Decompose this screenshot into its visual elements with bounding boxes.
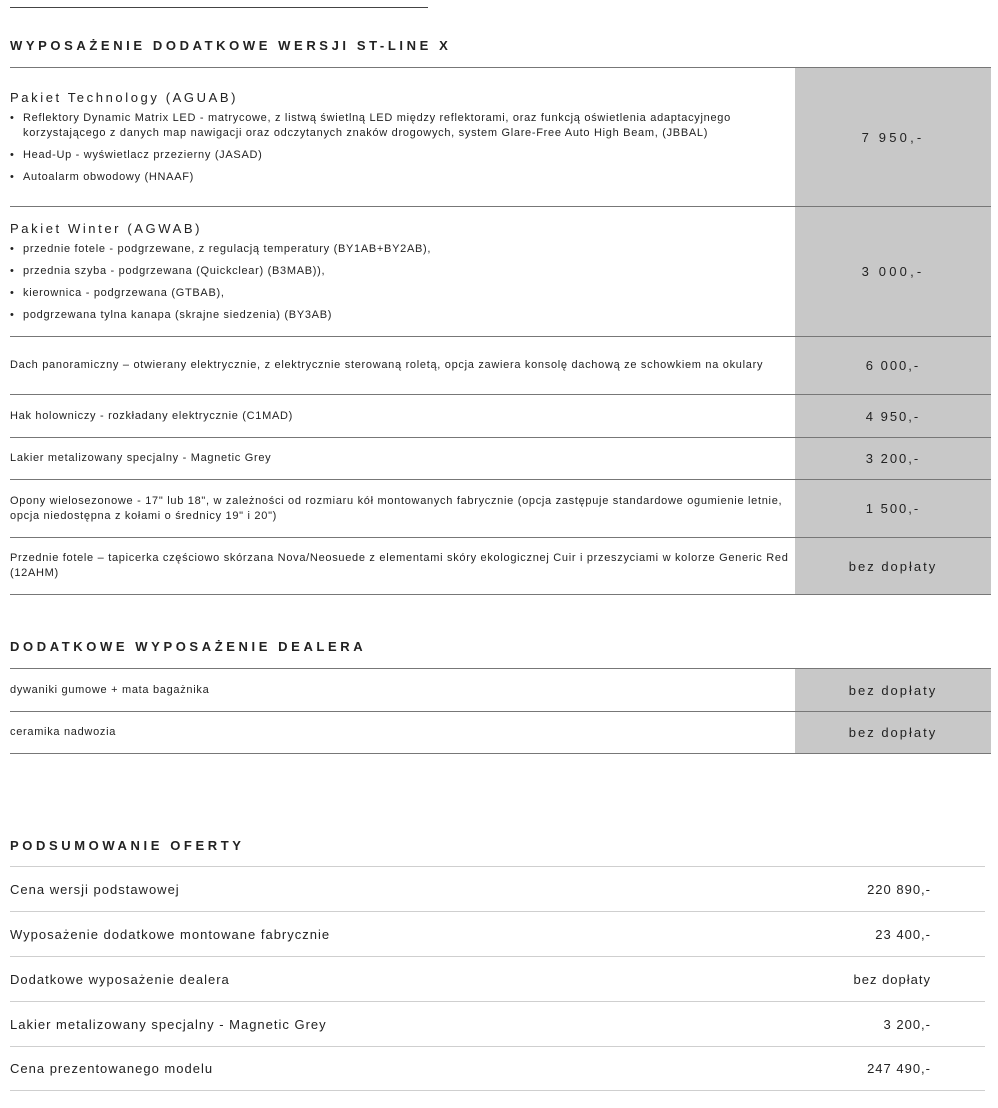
summary-label: Dodatkowe wyposażenie dealera (10, 971, 230, 987)
option-description: ceramika nadwozia (10, 726, 117, 738)
table-row (10, 538, 991, 595)
option-price: 4 950,- (795, 395, 991, 438)
summary-row (10, 1001, 985, 1046)
summary-row (10, 911, 985, 956)
package-name: Pakiet Winter (AGWAB) (10, 220, 203, 236)
summary-value: 220 890,- (867, 881, 931, 897)
package-name: Pakiet Technology (AGUAB) (10, 89, 239, 105)
option-description: Lakier metalizowany specjalny - Magnetic Grey (10, 452, 272, 464)
table-row (10, 712, 991, 754)
summary-row (10, 866, 985, 911)
table-row (10, 207, 991, 337)
table-row (10, 480, 991, 538)
list-item: • Head-Up - wyświetlacz przezierny (JASAD) (10, 148, 789, 163)
table-row (10, 337, 991, 395)
option-price: bez dopłaty (795, 538, 991, 595)
list-item: • przednie fotele - podgrzewane, z regulacją temperatury (BY1AB+BY2AB), (10, 242, 789, 257)
option-description: Przednie fotele – tapicerka częściowo skórzana Nova/Neosuede z elementami skóry ekologicznej Cuir i przeszyciami w kolorze Generic Red (12AHM) (10, 552, 789, 579)
summary-label: Wyposażenie dodatkowe montowane fabrycznie (10, 926, 331, 942)
dealer-options-table (10, 668, 991, 754)
option-price: 1 500,- (795, 480, 991, 538)
factory-section-title: WYPOSAŻENIE DODATKOWE WERSJI ST-LINE X (10, 38, 452, 53)
list-item: • podgrzewana tylna kanapa (skrajne siedzenia) (BY3AB) (10, 308, 789, 323)
list-item: • Reflektory Dynamic Matrix LED - matrycowe, z listwą świetlną LED między reflektorami, oraz funkcją oświetlenia adaptacyjnego korzystającego z danych map nawigacji oraz odczytanych znaków drogowych, system Glare-Free Auto High Beam, (JBBAL) (10, 111, 789, 141)
summary-label: Cena wersji podstawowej (10, 881, 180, 897)
option-description: Opony wielosezonowe - 17" lub 18", w zależności od rozmiaru kół montowanych fabrycznie (opcja zastępuje standardowe ogumienie letnie, opcja niedostępna z kołami o średnicy 19" i 20") (10, 494, 783, 522)
option-price: 3 200,- (795, 438, 991, 480)
summary-row (10, 956, 985, 1001)
dealer-section-title: DODATKOWE WYPOSAŻENIE DEALERA (10, 639, 367, 654)
summary-value: 23 400,- (875, 926, 931, 942)
option-description: Hak holowniczy - rozkładany elektrycznie (C1MAD) (10, 409, 294, 422)
option-price: 6 000,- (795, 337, 991, 395)
list-item: • kierownica - podgrzewana (GTBAB), (10, 286, 789, 301)
offer-summary (10, 866, 985, 1091)
list-item: • przednia szyba - podgrzewana (Quickclear) (B3MAB)), (10, 264, 789, 279)
summary-value: 3 200,- (883, 1016, 931, 1032)
summary-value: 247 490,- (867, 1061, 931, 1076)
list-item: • Autoalarm obwodowy (HNAAF) (10, 170, 789, 185)
option-description: Dach panoramiczny – otwierany elektrycznie, z elektrycznie sterowaną roletą, opcja zawiera konsolę dachową ze schowkiem na okulary (10, 359, 764, 371)
summary-label: Lakier metalizowany specjalny - Magnetic Grey (10, 1016, 327, 1032)
table-row (10, 68, 991, 207)
option-description: dywaniki gumowe + mata bagażnika (10, 683, 210, 696)
summary-row (10, 1046, 985, 1091)
factory-options-table (10, 67, 991, 595)
summary-value: bez dopłaty (853, 971, 931, 987)
option-price: 7 950,- (795, 68, 991, 207)
option-description (10, 207, 795, 337)
summary-label: Cena prezentowanego modelu (10, 1061, 214, 1076)
table-row (10, 395, 991, 438)
option-description (10, 68, 795, 207)
option-price: bez dopłaty (795, 669, 991, 712)
option-price: bez dopłaty (795, 712, 991, 754)
package-items (10, 242, 789, 323)
table-row (10, 669, 991, 712)
option-price: 3 000,- (795, 207, 991, 337)
package-items (10, 111, 789, 185)
top-divider (10, 7, 428, 8)
table-row (10, 438, 991, 480)
summary-section-title: PODSUMOWANIE OFERTY (10, 838, 245, 853)
